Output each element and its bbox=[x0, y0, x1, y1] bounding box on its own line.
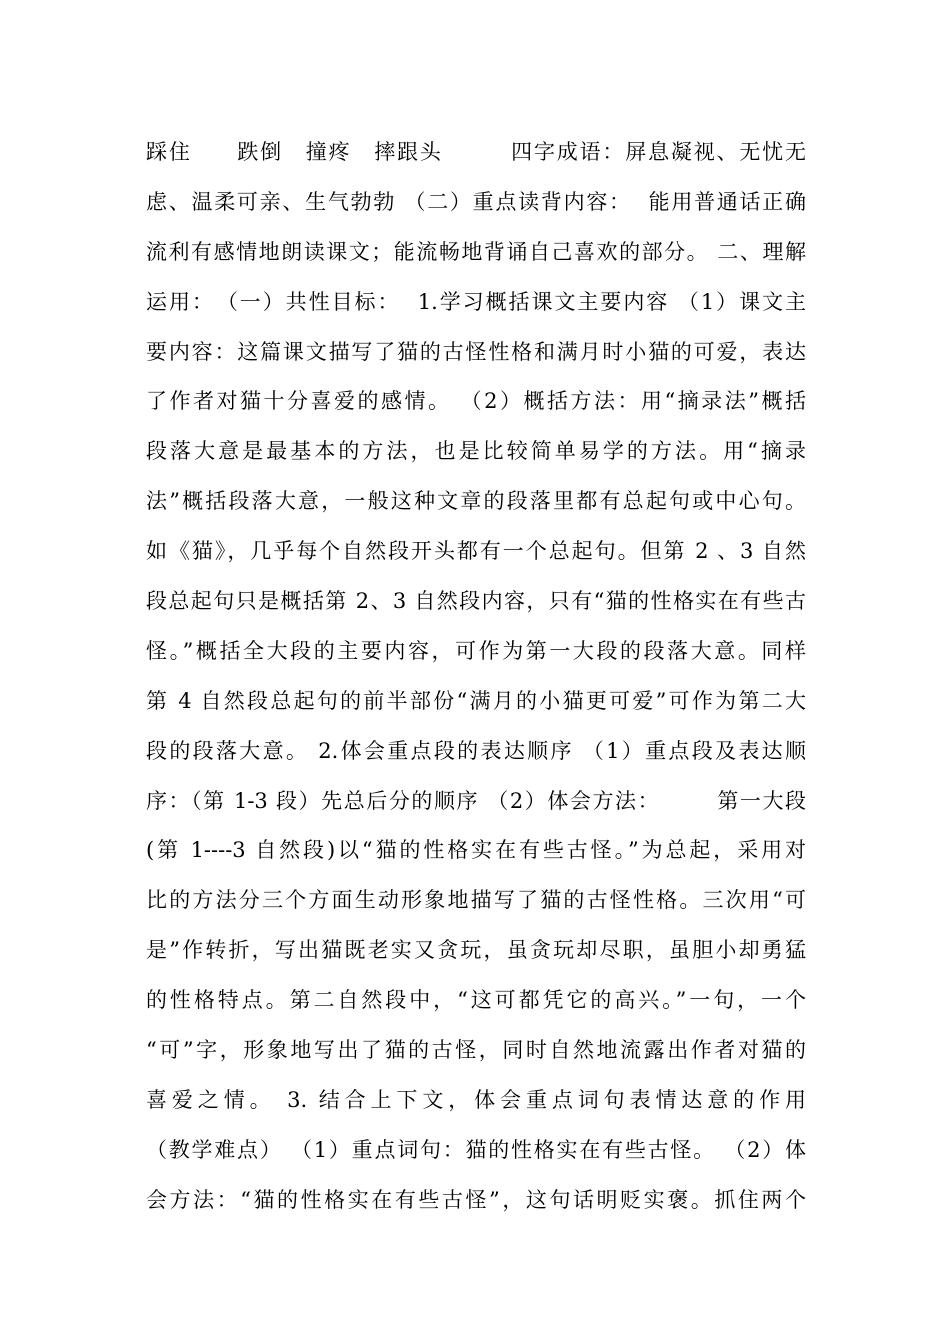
text-line: 段落大意是最基本的方法，也是比较简单易学的方法。用“摘录 bbox=[146, 439, 806, 464]
text-line: 了作者对猫十分喜爱的感情。 （2）概括方法：用“摘录法”概括 bbox=[146, 389, 806, 414]
text-line: 序：（第 1-3 段）先总后分的顺序 （2）体会方法： 第一大段 bbox=[146, 788, 806, 813]
text-line: “可”字，形象地写出了猫的古怪，同时自然地流露出作者对猫的 bbox=[146, 1038, 806, 1063]
text-line: 的性格特点。第二自然段中，“这可都凭它的高兴。”一句，一个 bbox=[146, 988, 806, 1013]
text-line: (第 1----3 自然段)以“猫的性格实在有些古怪。”为总起，采用对 bbox=[146, 838, 806, 863]
text-line: 如《猫》，几乎每个自然段开头都有一个总起句。但第 2 、3 自然 bbox=[146, 539, 806, 564]
text-line: 踩住 跌倒 撞疼 摔跟头 四字成语：屏息凝视、无忧无 bbox=[146, 140, 806, 164]
text-line: 是”作转折，写出猫既老实又贪玩，虽贪玩却尽职，虽胆小却勇猛 bbox=[146, 938, 806, 963]
text-line: （教学难点） （1）重点词句：猫的性格实在有些古怪。 （2）体 bbox=[146, 1137, 806, 1162]
text-line: 段的段落大意。 2.体会重点段的表达顺序 （1）重点段及表达顺 bbox=[146, 738, 806, 763]
text-line: 运用： （一）共性目标： 1.学习概括课文主要内容 （1）课文主 bbox=[146, 289, 806, 314]
text-line: 法”概括段落大意，一般这种文章的段落里都有总起句或中心句。 bbox=[146, 489, 806, 514]
text-line: 比的方法分三个方面生动形象地描写了猫的古怪性格。三次用“可 bbox=[146, 888, 806, 913]
text-line: 怪。”概括全大段的主要内容，可作为第一大段的段落大意。同样 bbox=[146, 638, 806, 663]
text-line: 第 4 自然段总起句的前半部份“满月的小猫更可爱”可作为第二大 bbox=[146, 688, 806, 713]
text-line: 会方法：“猫的性格实在有些古怪”，这句话明贬实褒。抓住两个 bbox=[146, 1187, 806, 1212]
body-text bbox=[146, 128, 806, 1226]
text-line: 喜爱之情。 3. 结合上下文，体会重点词句表情达意的作用 bbox=[146, 1087, 806, 1112]
text-line: 要内容：这篇课文描写了猫的古怪性格和满月时小猫的可爱，表达 bbox=[146, 339, 806, 364]
text-line: 段总起句只是概括第 2、3 自然段内容，只有“猫的性格实在有些古 bbox=[146, 589, 806, 614]
text-line: 流利有感情地朗读课文；能流畅地背诵自己喜欢的部分。 二、理解 bbox=[146, 239, 806, 264]
text-line: 虑、温柔可亲、生气勃勃 （二）重点读背内容： 能用普通话正确 bbox=[146, 189, 806, 214]
